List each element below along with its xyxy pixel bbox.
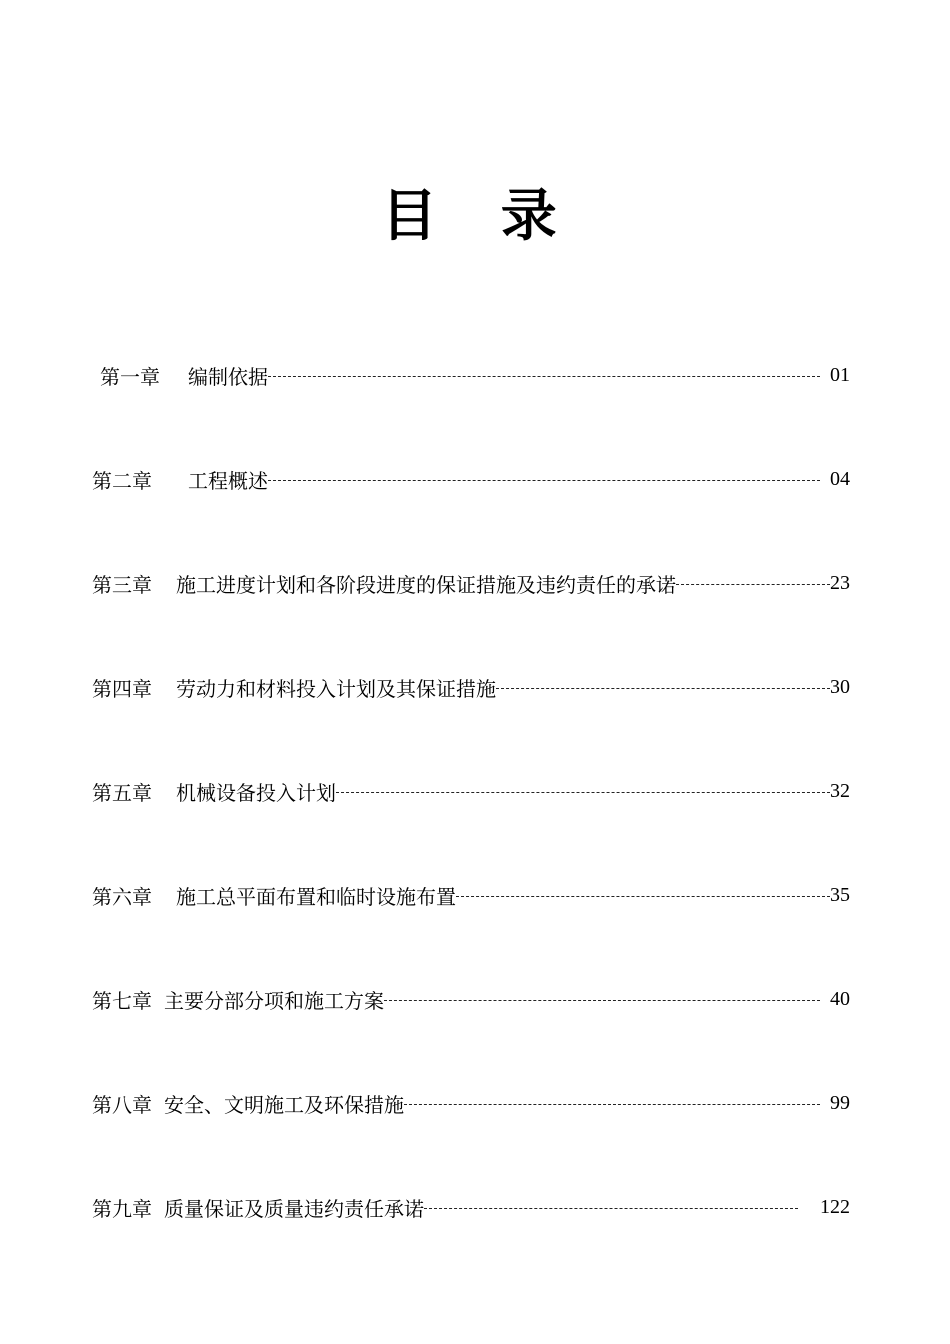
toc-dot-leader bbox=[384, 1000, 820, 1001]
toc-dot-leader bbox=[676, 584, 830, 585]
toc-page-number: 01 bbox=[830, 363, 850, 386]
toc-chapter-label: 第三章 bbox=[92, 572, 152, 597]
toc-page-number: 99 bbox=[830, 1091, 850, 1114]
document-title: 目 录 bbox=[381, 183, 579, 249]
toc-entry-title: 机械设备投入计划 bbox=[176, 780, 336, 805]
toc-entry-title: 施工进度计划和各阶段进度的保证措施及违约责任的承诺 bbox=[176, 572, 676, 597]
toc-entry-2 bbox=[92, 464, 850, 494]
toc-entry-3 bbox=[92, 568, 850, 598]
toc-entry-1 bbox=[92, 360, 850, 390]
toc-entry-6 bbox=[92, 880, 850, 910]
toc-dot-leader bbox=[268, 480, 820, 481]
toc-page-number: 40 bbox=[830, 987, 850, 1010]
toc-page-number: 30 bbox=[830, 675, 850, 698]
toc-dot-leader bbox=[404, 1104, 820, 1105]
toc-page-number: 122 bbox=[820, 1195, 850, 1218]
toc-chapter-label: 第六章 bbox=[92, 884, 152, 909]
toc-entry-title: 工程概述 bbox=[188, 468, 268, 493]
toc-chapter-label: 第七章 bbox=[92, 988, 152, 1013]
toc-chapter-label: 第八章 bbox=[92, 1092, 152, 1117]
toc-page-number: 32 bbox=[830, 779, 850, 802]
toc-entry-title: 主要分部分项和施工方案 bbox=[164, 988, 384, 1013]
toc-dot-leader bbox=[336, 792, 830, 793]
toc-dot-leader bbox=[268, 376, 820, 377]
toc-entry-title: 施工总平面布置和临时设施布置 bbox=[176, 884, 456, 909]
toc-entry-7 bbox=[92, 984, 850, 1014]
toc-entry-8 bbox=[92, 1088, 850, 1118]
toc-entry-4 bbox=[92, 672, 850, 702]
toc-chapter-label: 第二章 bbox=[92, 468, 152, 493]
toc-page-number: 35 bbox=[830, 883, 850, 906]
toc-page-number: 23 bbox=[830, 571, 850, 594]
toc-chapter-label: 第九章 bbox=[92, 1196, 152, 1221]
toc-chapter-label: 第一章 bbox=[100, 364, 160, 389]
toc-entry-9 bbox=[92, 1192, 850, 1222]
toc-entry-title: 安全、文明施工及环保措施 bbox=[164, 1092, 404, 1117]
toc-chapter-label: 第五章 bbox=[92, 780, 152, 805]
toc-dot-leader bbox=[424, 1208, 798, 1209]
toc-entry-5 bbox=[92, 776, 850, 806]
toc-dot-leader bbox=[496, 688, 830, 689]
toc-dot-leader bbox=[456, 896, 830, 897]
toc-page-number: 04 bbox=[830, 467, 850, 490]
toc-entry-title: 质量保证及质量违约责任承诺 bbox=[164, 1196, 424, 1221]
toc-entry-title: 劳动力和材料投入计划及其保证措施 bbox=[176, 676, 496, 701]
toc-chapter-label: 第四章 bbox=[92, 676, 152, 701]
toc-entry-title: 编制依据 bbox=[188, 364, 268, 389]
